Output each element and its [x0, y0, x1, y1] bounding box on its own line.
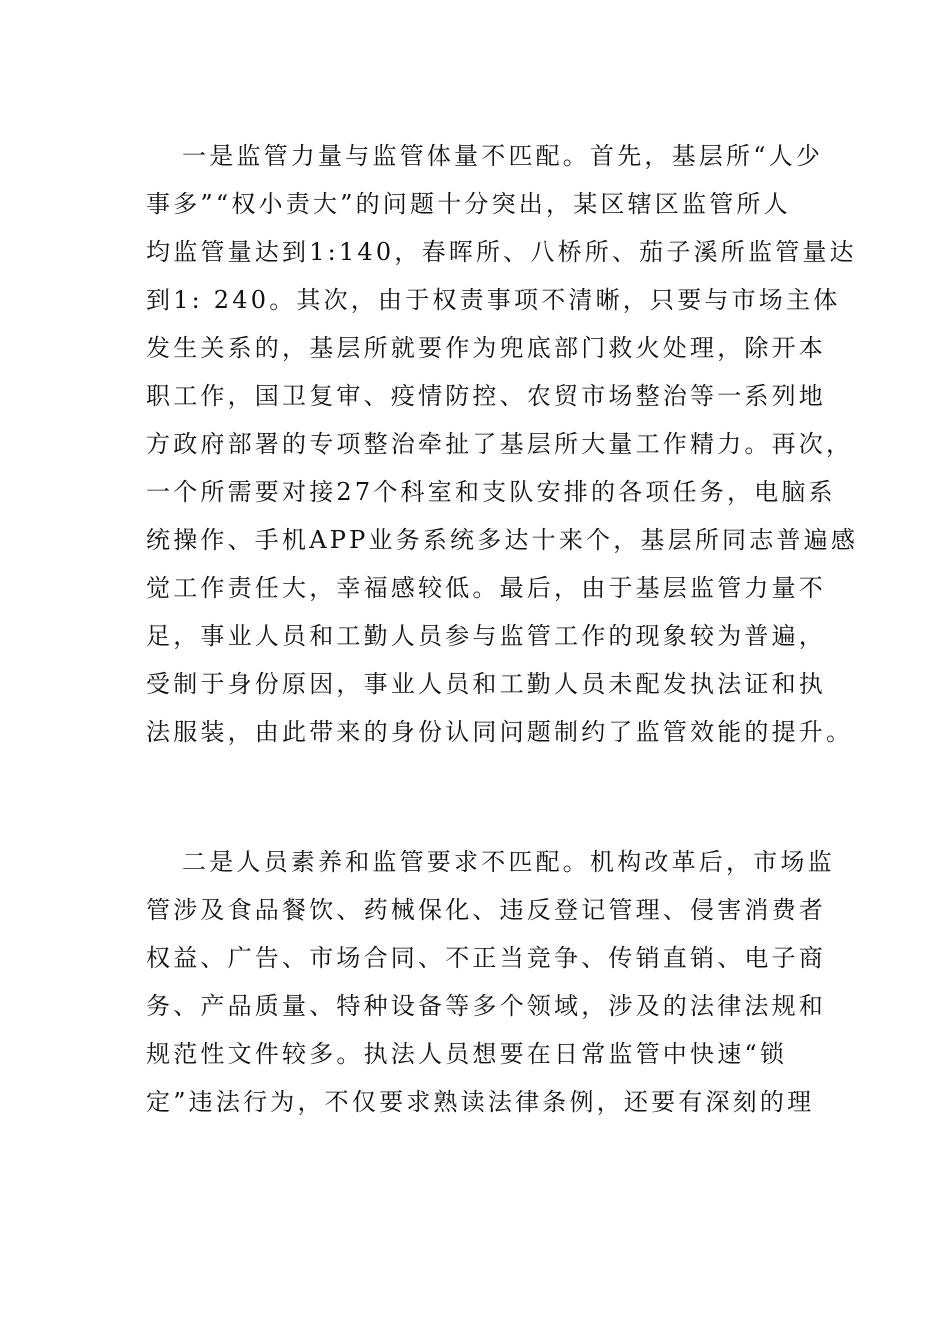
paragraph-line: 足，事业人员和工勤人员参与监管工作的现象较为普遍，: [146, 622, 826, 650]
paragraph-line: 受制于身份原因，事业人员和工勤人员未配发执法证和执: [146, 670, 826, 698]
paragraph-line: 方政府部署的专项整治牵扯了基层所大量工作精力。再次，: [146, 430, 854, 458]
paragraph-line: 事多”“权小责大”的问题十分突出，某区辖区监管所人: [146, 190, 791, 218]
paragraph-line: 到1: 240。其次，由于权责事项不清晰，只要与市场主体: [146, 286, 841, 314]
paragraph-line: 规范性文件较多。执法人员想要在日常监管中快速“锁: [146, 1040, 788, 1068]
paragraph-line: 管涉及食品餐饮、药械保化、违反登记管理、侵害消费者: [146, 896, 826, 924]
paragraph-2: [146, 838, 835, 1126]
paragraph-line: 务、产品质量、特种设备等多个领域，涉及的法律法规和: [146, 992, 826, 1020]
paragraph-line: 一是监管力量与监管体量不匹配。首先，基层所“人少: [182, 142, 824, 170]
paragraph-line: 发生关系的，基层所就要作为兜底部门救火处理，除开本: [146, 334, 826, 362]
paragraph-line: 法服装，由此带来的身份认同问题制约了监管效能的提升。: [146, 718, 854, 746]
paragraph-line: 权益、广告、市场合同、不正当竞争、传销直销、电子商: [146, 944, 826, 972]
paragraph-line: 统操作、手机APP业务系统多达十来个，基层所同志普遍感: [146, 526, 859, 554]
paragraph-line: 职工作，国卫复审、疫情防控、农贸市场整治等一系列地: [146, 382, 826, 410]
paragraph-1: [146, 132, 859, 756]
paragraph-line: 均监管量达到1:140，春晖所、八桥所、茄子溪所监管量达: [146, 238, 857, 266]
paragraph-line: 定”违法行为，不仅要求熟读法律条例，还要有深刻的理: [146, 1088, 815, 1116]
paragraph-line: 一个所需要对接27个科室和支队安排的各项任务，电脑系: [146, 478, 836, 506]
paragraph-line: 觉工作责任大，幸福感较低。最后，由于基层监管力量不: [146, 574, 826, 602]
paragraph-line: 二是人员素养和监管要求不匹配。机构改革后，市场监: [182, 848, 835, 876]
